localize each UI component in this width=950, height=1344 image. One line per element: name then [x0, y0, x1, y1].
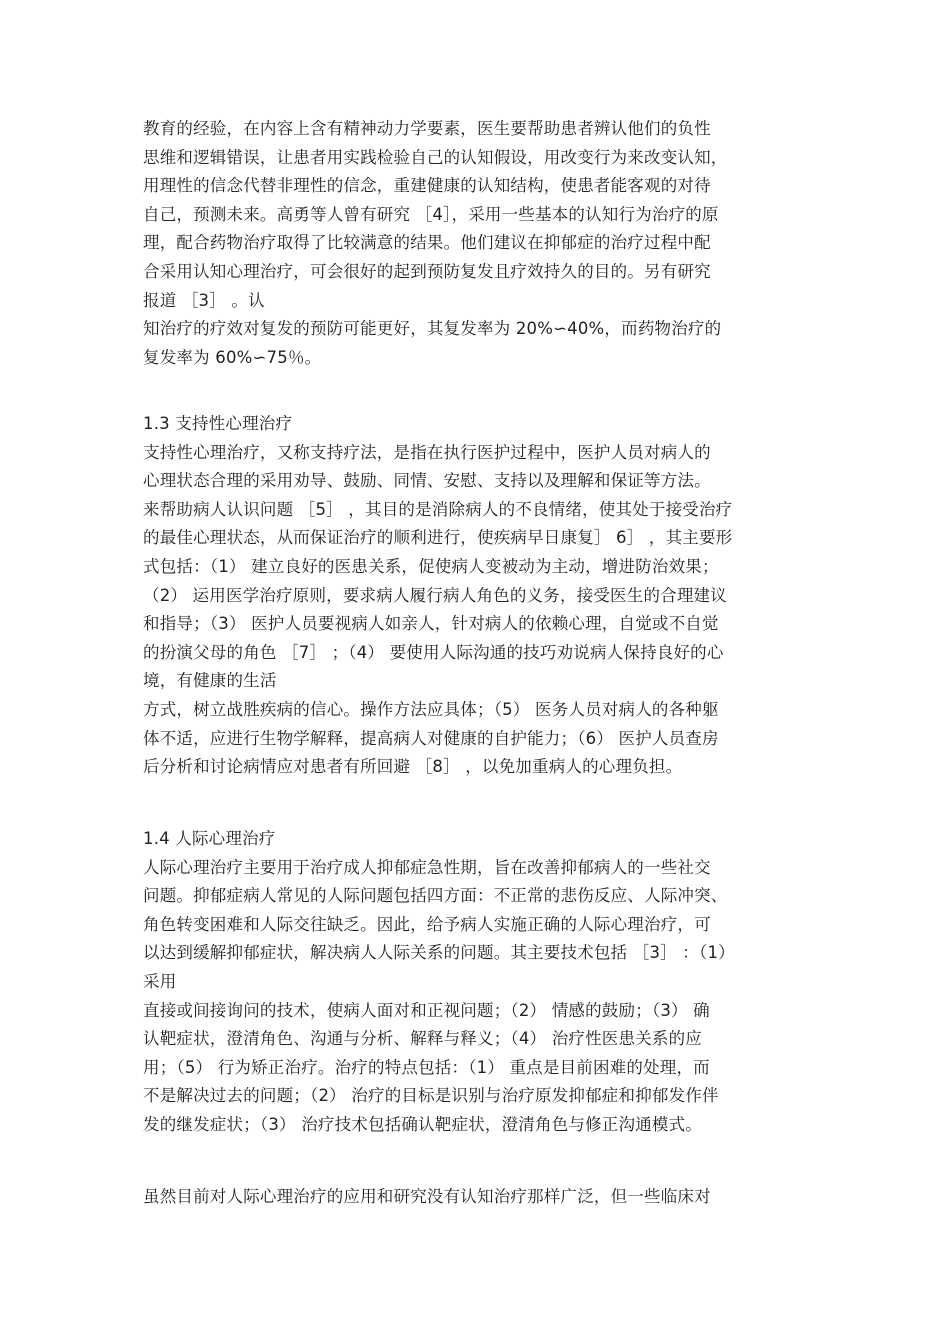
text-line: 式包括：（1） 建立良好的医患关系，促使病人变被动为主动，增进防治效果； — [143, 556, 719, 576]
text-line: 的最佳心理状态，从而保证治疗的顺利进行，使疾病早日康复］ 6］ ，其主要形 — [143, 528, 733, 548]
text-line: 体不适，应进行生物学解释，提高病人对健康的自护能力；（6） 医护人员查房 — [143, 728, 719, 748]
text-line: 和指导；（3） 医护人员要视病人如亲人，针对病人的依赖心理，自觉或不自觉 — [143, 614, 719, 634]
text-line: 人际心理治疗主要用于治疗成人抑郁症急性期，旨在改善抑郁病人的一些社交 — [143, 857, 711, 877]
text-line: 复发率为 60%∽75％。 — [143, 347, 322, 367]
text-line: 问题。抑郁症病人常见的人际问题包括四方面：不正常的悲伤反应、人际冲突、 — [143, 886, 728, 906]
text-line: 自己，预测未来。高勇等人曾有研究 ［4］，采用一些基本的认知行为治疗的原 — [143, 204, 719, 224]
intro-paragraph — [143, 115, 815, 372]
text-line: 发的继发症状；（3） 治疗技术包括确认靶症状，澄清角色与修正沟通模式。 — [143, 1114, 702, 1134]
text-line: 采用 — [143, 971, 177, 991]
text-line: 报道 ［3］ 。认 — [143, 290, 265, 310]
text-line: 支持性心理治疗，又称支持疗法，是指在执行医护过程中，医护人员对病人的 — [143, 442, 711, 462]
closing-paragraph — [143, 1183, 815, 1212]
text-line: 来帮助病人认识问题 ［5］ ，其目的是消除病人的不良情绪，使其处于接受治疗 — [143, 499, 733, 519]
text-line: 认靶症状，澄清角色、沟通与分析、解释与释义；（4） 治疗性医患关系的应 — [143, 1029, 702, 1049]
text-line: 教育的经验，在内容上含有精神动力学要素，医生要帮助患者辨认他们的负性 — [143, 119, 711, 138]
section-supportive-therapy — [143, 410, 815, 782]
text-line: 境，有健康的生活 — [143, 671, 277, 691]
text-line: 直接或间接询问的技术，使病人面对和正视问题；（2） 情感的鼓励；（3） 确 — [143, 1000, 710, 1020]
text-line: （2） 运用医学治疗原则，要求病人履行病人角色的义务，接受医生的合理建议 — [143, 585, 727, 605]
section-heading: 1.4 人际心理治疗 — [143, 829, 276, 848]
text-line: 后分析和讨论病情应对患者有所回避 ［8］ ，以免加重病人的心理负担。 — [143, 757, 683, 777]
text-line: 知治疗的疗效对复发的预防可能更好，其复发率为 20%∽40%，而药物治疗的 — [143, 319, 722, 339]
section-interpersonal-therapy — [143, 825, 815, 1140]
text-line: 心理状态合理的采用劝导、鼓励、同情、安慰、支持以及理解和保证等方法。 — [143, 471, 711, 491]
text-line: 用理性的信念代替非理性的信念，重建健康的认知结构，使患者能客观的对待 — [143, 176, 711, 196]
text-line: 方式，树立战胜疾病的信心。操作方法应具体；（5） 医务人员对病人的各种躯 — [143, 699, 719, 719]
text-line: 不是解决过去的问题；（2） 治疗的目标是识别与治疗原发抑郁症和抑郁发作伴 — [143, 1086, 719, 1106]
text-line: 用；（5） 行为矫正治疗。治疗的特点包括：（1） 重点是目前困难的处理，而 — [143, 1057, 710, 1077]
text-line: 合采用认知心理治疗，可会很好的起到预防复发且疗效持久的目的。另有研究 — [143, 261, 711, 281]
text-line: 以达到缓解抑郁症状，解决病人人际关系的问题。其主要技术包括 ［3］ ：（1） — [143, 943, 735, 963]
section-heading: 1.3 支持性心理治疗 — [143, 414, 293, 433]
text-line: 思维和逻辑错误，让患者用实践检验自己的认知假设，用改变行为来改变认知， — [143, 147, 728, 167]
text-line: 理，配合药物治疗取得了比较满意的结果。他们建议在抑郁症的治疗过程中配 — [143, 233, 711, 253]
text-line: 角色转变困难和人际交往缺乏。因此，给予病人实施正确的人际心理治疗，可 — [143, 914, 711, 934]
text-line: 的扮演父母的角色 ［7］ ；（4） 要使用人际沟通的技巧劝说病人保持良好的心 — [143, 642, 724, 662]
text-line: 虽然目前对人际心理治疗的应用和研究没有认知治疗那样广泛，但一些临床对 — [143, 1187, 711, 1206]
